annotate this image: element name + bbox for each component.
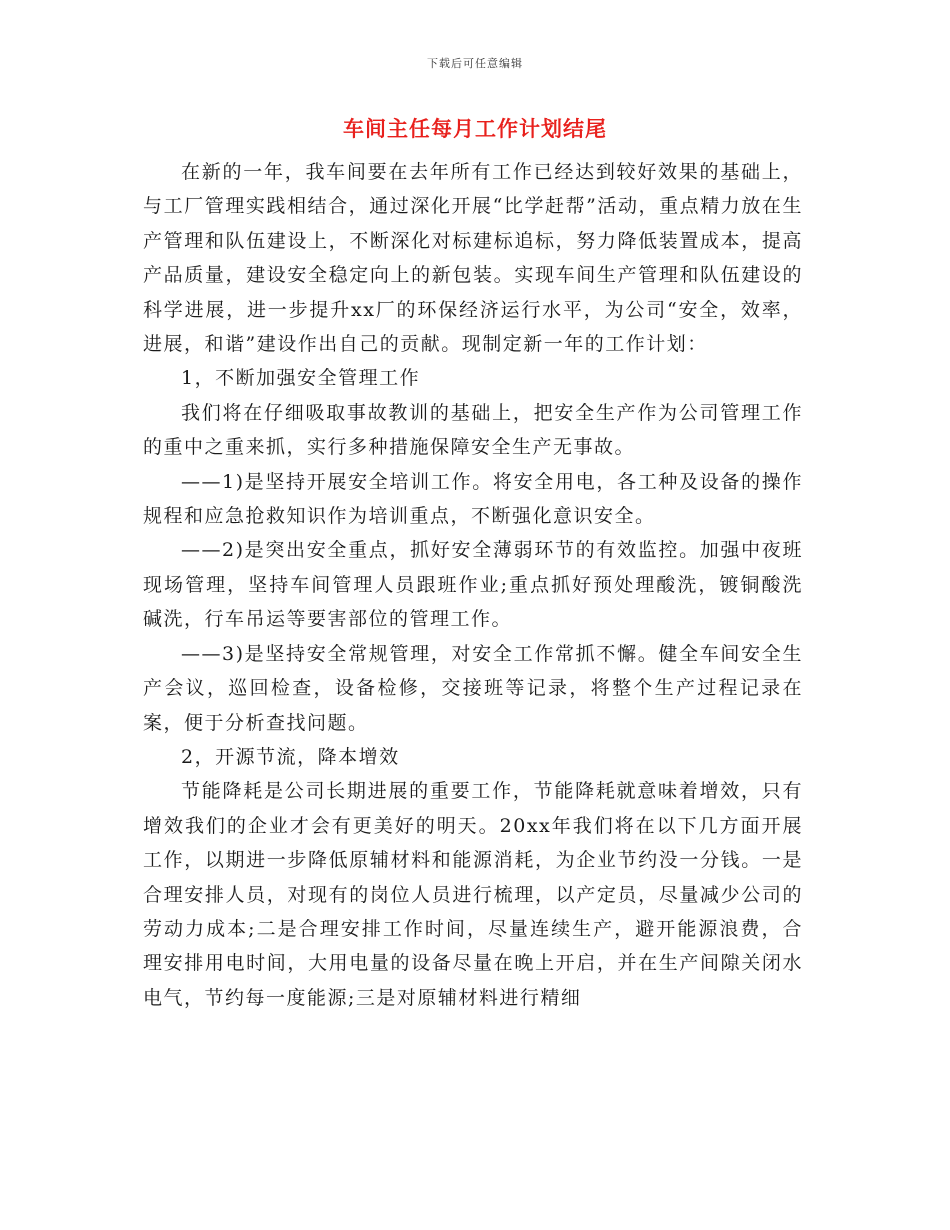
paragraph-intro: 在新的一年，我车间要在去年所有工作已经达到较好效果的基础上，与工厂管理实践相结合，通过深化开展“比学赶帮”活动，重点精力放在生产管理和队伍建设上，不断深化对标建标追标，努力降低装置成本，提高产品质量，建设安全稳定向上的新包装。实现车间生产管理和队伍建设的科学进展，进一步提升xx厂的环保经济运行水平，为公司“安全，效率，进展，和谐”建设作出自己的贡献。现制定新一年的工作计划：: [143, 161, 803, 356]
paragraph-safety-routine: ——3)是坚持安全常规管理，对安全工作常抓不懈。健全车间安全生产会议，巡回检查，设备检修，交接班等记录，将整个生产过程记录在案，便于分析查找问题。: [143, 642, 803, 734]
paragraph-safety-training: ——1)是坚持开展安全培训工作。将安全用电，各工种及设备的操作规程和应急抢救知识作为培训重点，不断强化意识安全。: [143, 470, 803, 528]
paragraph-safety-monitoring: ——2)是突出安全重点，抓好安全薄弱环节的有效监控。加强中夜班现场管理，坚持车间管理人员跟班作业;重点抓好预处理酸洗，镀铜酸洗碱洗，行车吊运等要害部位的管理工作。: [143, 539, 803, 631]
paragraph-energy-saving: 节能降耗是公司长期进展的重要工作，节能降耗就意味着增效，只有增效我们的企业才会有更美好的明天。20xx年我们将在以下几方面开展工作，以期进一步降低原辅材料和能源消耗，为企业节约没一分钱。一是合理安排人员，对现有的岗位人员进行梳理，以产定员，尽量减少公司的劳动力成本;二是合理安排工作时间，尽量连续生产，避开能源浪费，合理安排用电时间，大用电量的设备尽量在晚上开启，并在生产间隙关闭水电气，节约每一度能源;三是对原辅材料进行精细: [143, 780, 803, 1009]
page-header-note: 下载后可任意编辑: [427, 57, 523, 70]
document-body: [143, 155, 803, 1015]
paragraph-safety-overview: 我们将在仔细吸取事故教训的基础上，把安全生产作为公司管理工作的重中之重来抓，实行多种措施保障安全生产无事故。: [143, 401, 803, 459]
document-title: 车间主任每月工作计划结尾: [343, 116, 607, 141]
section-heading-cost: 2，开源节流，降本增效: [181, 745, 400, 768]
section-heading-safety: 1，不断加强安全管理工作: [181, 367, 421, 390]
